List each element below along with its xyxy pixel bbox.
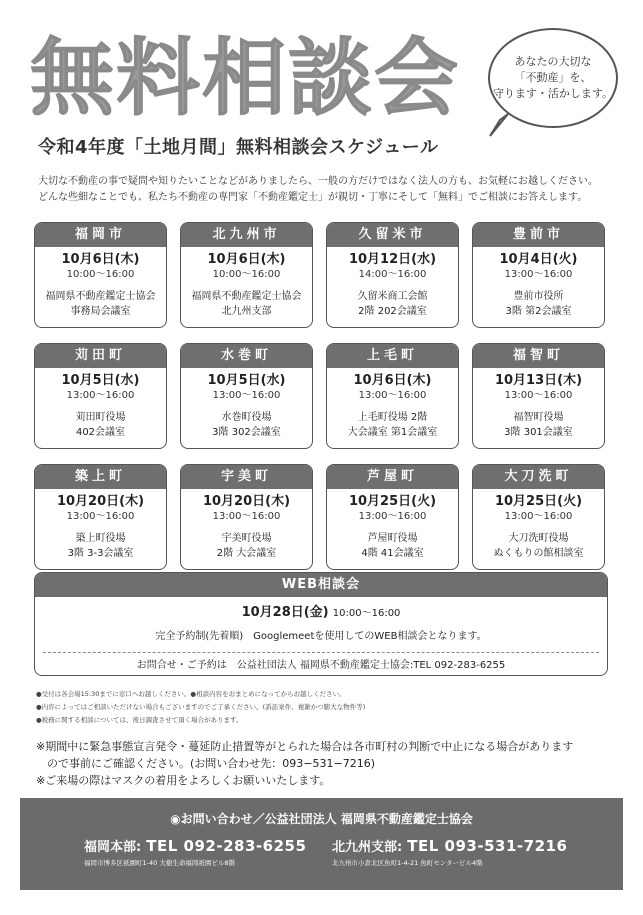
- venue-grid: [34, 222, 608, 570]
- web-contact: お問合せ・ご予約は 公益社団法人 福岡県不動産鑑定士協会:TEL 092-283-6255: [136, 660, 506, 671]
- venue-place-line: 水巻町役場: [221, 412, 272, 423]
- venue-card: [180, 464, 313, 570]
- note-line: ●受付は各会場15:30までに窓口へお越しください。●相談内容をおまとめになってからお越しください。: [36, 690, 346, 698]
- venue-place-line: 築上町役場: [75, 533, 126, 544]
- venue-place: [181, 410, 312, 440]
- venue-date: 10月20日(木): [202, 494, 291, 509]
- footer-title: ◉お問い合わせ／公益社団法人 福岡県不動産鑑定士協会: [170, 812, 473, 826]
- main-title: 無料相談会: [30, 29, 461, 127]
- venue-place-line: 福智町役場: [513, 412, 564, 423]
- venue-date: 10月25日(火): [494, 494, 583, 509]
- office-phone[interactable]: TEL 092-283-6255: [146, 837, 307, 855]
- venue-card: [34, 343, 167, 449]
- venue-card: [472, 343, 605, 449]
- venue-place: [327, 531, 458, 561]
- venue-time: 13:00〜16:00: [66, 511, 135, 522]
- venue-name: 豊前市: [473, 223, 604, 247]
- venue-card: [34, 222, 167, 328]
- venue-time: 10:00〜16:00: [66, 269, 135, 280]
- venue-place-line: 久留米商工会館: [357, 291, 428, 302]
- venue-date: 10月6日(木): [207, 252, 286, 267]
- web-time: 10:00〜16:00: [332, 608, 401, 619]
- venue-place-line: 上毛町役場 2階: [357, 412, 428, 423]
- venue-name: 久留米市: [327, 223, 458, 247]
- office-address: 福岡市博多区祇園町1-40 大樹生命福岡祇園ビル8階: [84, 859, 235, 867]
- venue-place-line: 福岡県不動産鑑定士協会: [191, 291, 302, 302]
- bubble-line-1: あなたの大切な: [514, 55, 592, 68]
- venue-time: 13:00〜16:00: [358, 390, 427, 401]
- office-name: 北九州支部:: [332, 840, 403, 855]
- intro-line: 大切な不動産の事で疑問や知りたいことなどがありましたら、一般の方だけではなく法人の方も、お気軽にお越しください。: [38, 176, 598, 187]
- web-datetime: [35, 605, 607, 622]
- venue-place: [327, 289, 458, 319]
- office-address: 北九州市小倉北区魚町1-4-21 魚町センタービル4階: [332, 859, 483, 867]
- venue-place-line: 3階 302会議室: [212, 427, 281, 438]
- venue-place-line: 3階 301会議室: [504, 427, 573, 438]
- venue-card: [34, 464, 167, 570]
- intro-text: [38, 174, 618, 206]
- office-name: 福岡本部:: [84, 840, 142, 855]
- venue-place: [181, 531, 312, 561]
- venue-place-line: 大刀洗町役場: [508, 533, 569, 544]
- note-line: ●内容によってはご相談いただけない場合もございますのでご了承ください。(訴訟案件、複雑かつ膨大な物件等): [36, 703, 366, 711]
- venue-date: 10月5日(水): [207, 373, 286, 388]
- venue-time: 13:00〜16:00: [66, 390, 135, 401]
- venue-time: 13:00〜16:00: [504, 511, 573, 522]
- bubble-line-3: 守ります・活かします。: [492, 87, 614, 100]
- venue-card: [326, 343, 459, 449]
- venue-date: 10月25日(火): [348, 494, 437, 509]
- venue-place: [327, 410, 458, 440]
- office-fukuoka: [84, 836, 306, 867]
- venue-place-line: 事務局会議室: [70, 306, 131, 317]
- office-kitakyushu: [332, 836, 567, 867]
- venue-time: 13:00〜16:00: [358, 511, 427, 522]
- venue-date: 10月6日(木): [353, 373, 432, 388]
- venue-place-line: 北九州支部: [221, 306, 272, 317]
- venue-time: 14:00〜16:00: [358, 269, 427, 280]
- venue-place-line: 豊前市役所: [513, 291, 564, 302]
- venue-place: [181, 289, 312, 319]
- bubble-tail-icon: [486, 112, 514, 140]
- venue-place: [473, 289, 604, 319]
- venue-place-line: 大会議室 第1会議室: [347, 427, 438, 438]
- intro-line: どんな些細なことでも、私たち不動産の専門家「不動産鑑定士」が親切・丁寧にそして「無料」でご相談にお答えします。: [38, 192, 588, 203]
- venue-name: 宇美町: [181, 465, 312, 489]
- venue-place: [35, 410, 166, 440]
- venue-time: 13:00〜16:00: [212, 511, 281, 522]
- web-date: 10月28日(金): [241, 605, 329, 620]
- venue-name: 福岡市: [35, 223, 166, 247]
- venue-place-line: ぬくもりの館相談室: [493, 548, 584, 559]
- bubble-line-2: 「不動産」を、: [514, 71, 592, 84]
- venue-card: [472, 222, 605, 328]
- venue-place-line: 4階 41会議室: [361, 548, 424, 559]
- venue-card: [180, 343, 313, 449]
- venue-place-line: 3階 3-3会議室: [67, 548, 134, 559]
- venue-card: [472, 464, 605, 570]
- venue-name: 福智町: [473, 344, 604, 368]
- venue-time: 13:00〜16:00: [212, 390, 281, 401]
- warning-line: ※ご来場の際はマスクの着用をよろしくお願いいたします。: [36, 774, 331, 787]
- venue-card: [326, 464, 459, 570]
- divider: [43, 652, 599, 653]
- venue-date: 10月12日(水): [348, 252, 437, 267]
- venue-time: 13:00〜16:00: [504, 390, 573, 401]
- venue-place-line: 402会議室: [75, 427, 126, 438]
- venue-date: 10月6日(木): [61, 252, 140, 267]
- venue-place-line: 3階 第2会議室: [505, 306, 572, 317]
- venue-name: 苅田町: [35, 344, 166, 368]
- venue-place-line: 宇美町役場: [221, 533, 272, 544]
- venue-name: 芦屋町: [327, 465, 458, 489]
- venue-card: [326, 222, 459, 328]
- venue-date: 10月13日(木): [494, 373, 583, 388]
- footer-contact: [20, 798, 623, 890]
- venue-place: [473, 531, 604, 561]
- venue-name: 築上町: [35, 465, 166, 489]
- note-line: ●税務に関する相談については、後日調査させて頂く場合があります。: [36, 716, 243, 724]
- venue-date: 10月5日(水): [61, 373, 140, 388]
- venue-card: [180, 222, 313, 328]
- venue-place: [35, 289, 166, 319]
- venue-name: 水巻町: [181, 344, 312, 368]
- venue-place-line: 福岡県不動産鑑定士協会: [45, 291, 156, 302]
- web-title: WEB相談会: [35, 573, 607, 597]
- web-description: 完全予約制(先着順) Googlemeetを使用してのWEB相談会となります。: [155, 631, 487, 642]
- office-phone[interactable]: TEL 093-531-7216: [407, 837, 568, 855]
- warnings: [36, 738, 616, 789]
- venue-place: [473, 410, 604, 440]
- venue-place-line: 芦屋町役場: [367, 533, 418, 544]
- venue-name: 上毛町: [327, 344, 458, 368]
- venue-time: 13:00〜16:00: [504, 269, 573, 280]
- venue-time: 10:00〜16:00: [212, 269, 281, 280]
- notes: [36, 688, 616, 727]
- venue-place-line: 苅田町役場: [75, 412, 126, 423]
- venue-place-line: 2階 大会議室: [216, 548, 277, 559]
- venue-name: 北九州市: [181, 223, 312, 247]
- venue-name: 大刀洗町: [473, 465, 604, 489]
- schedule-subtitle: 令和4年度「土地月間」無料相談会スケジュール: [38, 137, 439, 158]
- venue-place: [35, 531, 166, 561]
- web-consultation-box: [34, 572, 608, 676]
- warning-line: ※期間中に緊急事態宣言発令・蔓延防止措置等がとられた場合は各市町村の判断で中止になる場合があります: [36, 740, 574, 753]
- venue-date: 10月4日(火): [499, 252, 578, 267]
- venue-place-line: 2階 202会議室: [358, 306, 427, 317]
- warning-line: ので事前にご確認ください。(お問い合わせ先：093−531−7216): [36, 757, 376, 770]
- venue-date: 10月20日(木): [56, 494, 145, 509]
